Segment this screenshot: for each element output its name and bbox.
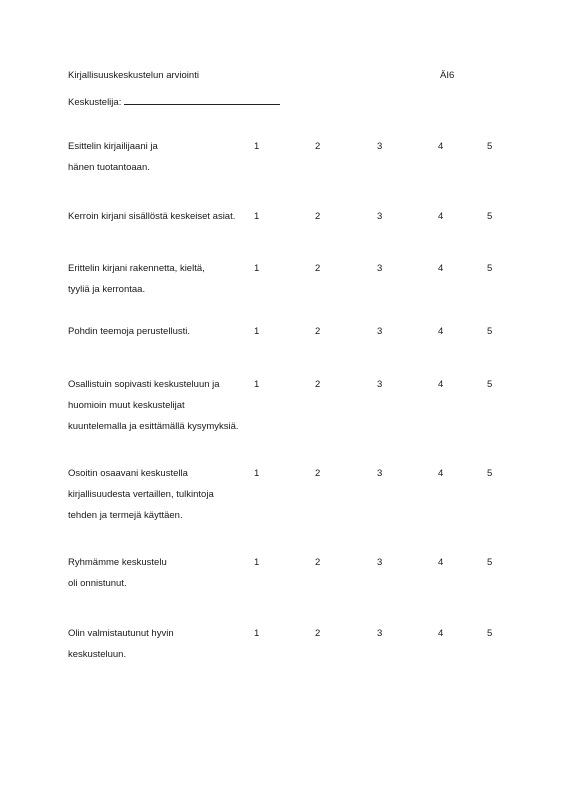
statement-line: huomioin muut keskustelijat — [68, 400, 185, 411]
participant-field — [68, 96, 280, 108]
rating-2: 2 — [315, 326, 321, 337]
rating-5: 5 — [487, 326, 493, 337]
course-code: ÄI6 — [440, 70, 455, 81]
statement-line: oli onnistunut. — [68, 578, 127, 589]
statement-line: Osallistuin sopivasti keskusteluun ja — [68, 379, 220, 390]
rating-2: 2 — [315, 263, 321, 274]
statement-line: Pohdin teemoja perustellusti. — [68, 326, 190, 337]
rating-2: 2 — [315, 628, 321, 639]
rating-5: 5 — [487, 141, 493, 152]
rating-3: 3 — [377, 628, 383, 639]
rating-4: 4 — [438, 211, 444, 222]
rating-3: 3 — [377, 468, 383, 479]
rating-3: 3 — [377, 263, 383, 274]
statement-text — [68, 258, 263, 300]
statement-line: Esittelin kirjailijaani ja — [68, 141, 158, 152]
rating-1: 1 — [254, 141, 260, 152]
rating-4: 4 — [438, 557, 444, 568]
statement-line: tyyliä ja kerrontaa. — [68, 284, 146, 295]
statement-line: kuuntelemalla ja esittämällä kysymyksiä. — [68, 421, 239, 432]
rating-1: 1 — [254, 263, 260, 274]
rating-5: 5 — [487, 557, 493, 568]
statement-text — [68, 206, 263, 227]
rating-2: 2 — [315, 379, 321, 390]
statement-text — [68, 321, 263, 342]
rating-2: 2 — [315, 468, 321, 479]
rating-2: 2 — [315, 211, 321, 222]
statement-line: keskusteluun. — [68, 649, 127, 660]
rating-4: 4 — [438, 379, 444, 390]
rating-1: 1 — [254, 211, 260, 222]
statement-line: Osoitin osaavani keskustella — [68, 468, 188, 479]
rating-3: 3 — [377, 379, 383, 390]
rating-5: 5 — [487, 468, 493, 479]
statement-text — [68, 136, 263, 178]
rating-2: 2 — [315, 557, 321, 568]
rating-1: 1 — [254, 628, 260, 639]
statement-line: hänen tuotantoaan. — [68, 162, 150, 173]
participant-label: Keskustelija: — [68, 97, 122, 108]
rating-1: 1 — [254, 557, 260, 568]
rating-3: 3 — [377, 141, 383, 152]
statement-line: Ryhmämme keskustelu — [68, 557, 167, 568]
rating-1: 1 — [254, 468, 260, 479]
rating-2: 2 — [315, 141, 321, 152]
statement-line: tehden ja termejä käyttäen. — [68, 510, 183, 521]
rating-4: 4 — [438, 141, 444, 152]
statement-line: Olin valmistautunut hyvin — [68, 628, 174, 639]
rating-1: 1 — [254, 379, 260, 390]
rating-5: 5 — [487, 211, 493, 222]
rating-1: 1 — [254, 326, 260, 337]
statement-line: Kerroin kirjani sisällöstä keskeiset asiat. — [68, 211, 236, 222]
rating-5: 5 — [487, 379, 493, 390]
rating-3: 3 — [377, 326, 383, 337]
rating-3: 3 — [377, 557, 383, 568]
rating-4: 4 — [438, 468, 444, 479]
statement-text — [68, 463, 263, 526]
rating-5: 5 — [487, 628, 493, 639]
statement-text — [68, 374, 263, 437]
statement-line: Erittelin kirjani rakennetta, kieltä, — [68, 263, 205, 274]
statement-text — [68, 623, 263, 665]
participant-name-line — [124, 96, 280, 105]
form-title: Kirjallisuuskeskustelun arviointi — [68, 70, 199, 81]
rating-3: 3 — [377, 211, 383, 222]
rating-4: 4 — [438, 326, 444, 337]
rating-5: 5 — [487, 263, 493, 274]
rating-4: 4 — [438, 628, 444, 639]
statement-text — [68, 552, 263, 594]
statement-line: kirjallisuudesta vertaillen, tulkintoja — [68, 489, 214, 500]
rating-4: 4 — [438, 263, 444, 274]
